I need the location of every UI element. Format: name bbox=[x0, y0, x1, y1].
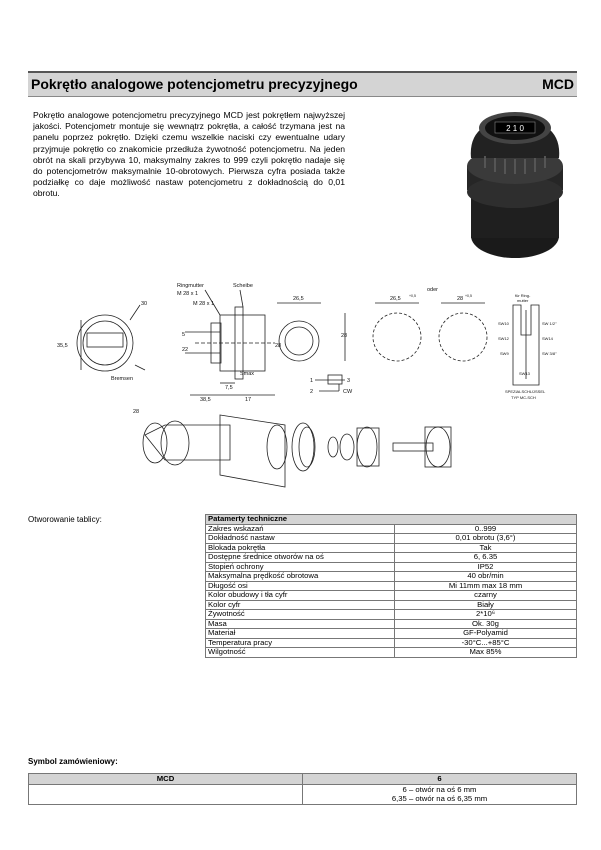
order-col-mcd: MCD bbox=[29, 774, 303, 785]
label-smax: Smax bbox=[240, 371, 255, 377]
label-sw14: SW14 bbox=[542, 336, 553, 341]
spec-value: czarny bbox=[395, 591, 577, 601]
label-tol1: +0,5 bbox=[409, 294, 416, 298]
order-table bbox=[28, 773, 577, 805]
spec-row bbox=[206, 648, 577, 658]
label-d5: 5 bbox=[182, 332, 186, 338]
spec-row bbox=[206, 600, 577, 610]
label-sw12: SW12 bbox=[498, 336, 509, 341]
spec-param: Dokładność nastaw bbox=[206, 534, 395, 544]
spec-param: Kolor obudowy i tła cyfr bbox=[206, 591, 395, 601]
spec-value: 2*10⁶ bbox=[395, 610, 577, 620]
label-d28a: 28 bbox=[457, 296, 464, 302]
label-d28-bottom: 28 bbox=[133, 409, 140, 415]
spec-row bbox=[206, 619, 577, 629]
label-n1: 1 bbox=[310, 378, 314, 384]
spec-param: Dostępne średnice otworów na oś bbox=[206, 553, 395, 563]
intro-text: Pokrętło analogowe potencjometru precyzyjnego MCD jest pokrętłem najwyższej jakości. Potencjometr montuje się wewnątrz pokrętła, a całość trzymana jest na panelu poprzez pokrętło. Dzięki czemu wszelkie naciski czy ewentualne udary przyjmuje pokrętło co znakomicie przedłuża żywotność potencjometru. Na jeden obrót na skali przybywa 10, maksymalny zakres to 999 czyli pokrętło nadaje się do potencjometrów maksymalnie 10-obrotowych. Pierwsza cyfra posiada także podziałkę co daje możliwość nastaw potencjometru z dokładnością do 0,01 obrotu. bbox=[33, 110, 345, 199]
label-d28c: 28 bbox=[275, 343, 282, 349]
label-bremsen: Bremsen bbox=[111, 376, 134, 382]
spec-param: Blokada pokrętła bbox=[206, 543, 395, 553]
label-typ: TYP MC-SCH bbox=[511, 395, 536, 400]
spec-value: 0..999 bbox=[395, 524, 577, 534]
panel-cutout-label: Otworowanie tablicy: bbox=[28, 515, 102, 524]
spec-table bbox=[205, 514, 577, 658]
spec-value: Biały bbox=[395, 600, 577, 610]
spec-value: Max 85% bbox=[395, 648, 577, 658]
order-header-row bbox=[29, 774, 577, 785]
spec-value: 6, 6.35 bbox=[395, 553, 577, 563]
spec-param: Temperatura pracy bbox=[206, 638, 395, 648]
label-sw10: SW10 bbox=[498, 321, 509, 326]
spec-param: Maksymalna prędkość obrotowa bbox=[206, 572, 395, 582]
label-d22: 22 bbox=[182, 347, 189, 353]
order-option-6-35: 6,35 – otwór na oś 6,35 mm bbox=[391, 794, 488, 803]
label-d26-5b: 26,5 bbox=[390, 296, 401, 302]
label-ringmutter: Ringmutter bbox=[177, 283, 204, 289]
label-fur-ring: für Ring- bbox=[515, 293, 531, 298]
spec-row bbox=[206, 610, 577, 620]
label-m28x1-b: M 28 x 1 bbox=[193, 301, 215, 307]
page-title: Pokrętło analogowe potencjometru precyzyjnego bbox=[31, 76, 358, 92]
photo-counter: 2 1 0 bbox=[506, 124, 524, 133]
spec-value: 40 obr/min bbox=[395, 572, 577, 582]
order-option-6: 6 – otwór na oś 6 mm bbox=[402, 784, 477, 794]
technical-drawing bbox=[45, 275, 580, 490]
label-mutter: mutter bbox=[517, 298, 529, 303]
order-col-6: 6 bbox=[303, 774, 577, 785]
spec-value: IP52 bbox=[395, 562, 577, 572]
spec-value: Mi 11mm max 18 mm bbox=[395, 581, 577, 591]
spec-row bbox=[206, 638, 577, 648]
spec-value: Ok. 30g bbox=[395, 619, 577, 629]
spec-param: Zakres wskazań bbox=[206, 524, 395, 534]
label-cw: CW bbox=[343, 389, 353, 395]
spec-value: 0,01 obrotu (3,6°) bbox=[395, 534, 577, 544]
label-sw9: SW9 bbox=[500, 351, 509, 356]
spec-param: Żywotność bbox=[206, 610, 395, 620]
label-n2: 2 bbox=[310, 389, 314, 395]
product-photo bbox=[455, 96, 575, 266]
label-d28b: 28 bbox=[341, 333, 348, 339]
spec-param: Materiał bbox=[206, 629, 395, 639]
label-oder: oder bbox=[427, 287, 439, 293]
spec-param: Długość osi bbox=[206, 581, 395, 591]
label-sw13: SW13 bbox=[519, 371, 530, 376]
order-options-row bbox=[29, 784, 577, 804]
label-m28x1-a: M 28 x 1 bbox=[177, 291, 199, 297]
page-header bbox=[28, 71, 577, 97]
spec-title: Patamerty techniczne bbox=[206, 515, 577, 525]
spec-row bbox=[206, 591, 577, 601]
label-sw38: SW 3/8" bbox=[542, 351, 557, 356]
spec-value: GF-Polyamid bbox=[395, 629, 577, 639]
order-options-cell bbox=[303, 784, 577, 804]
spec-value: Tak bbox=[395, 543, 577, 553]
label-d35-5: 35,5 bbox=[57, 343, 68, 349]
label-d7-5: 7,5 bbox=[225, 385, 233, 391]
spec-row bbox=[206, 534, 577, 544]
label-sw12b: SW 1/2" bbox=[542, 321, 557, 326]
label-d38-5: 38,5 bbox=[200, 397, 211, 403]
spec-param: Kolor cyfr bbox=[206, 600, 395, 610]
label-n3: 3 bbox=[347, 378, 351, 384]
label-spez: SPEZIALSCHLÜSSEL bbox=[505, 389, 546, 394]
label-scheibe: Scheibe bbox=[233, 283, 253, 289]
label-d17: 17 bbox=[245, 397, 252, 403]
order-empty-cell bbox=[29, 784, 303, 804]
order-symbol-label: Symbol zamówieniowy: bbox=[28, 757, 118, 766]
spec-value: -30°C...+85°C bbox=[395, 638, 577, 648]
spec-header-row bbox=[206, 515, 577, 525]
label-d30: 30 bbox=[141, 301, 148, 307]
label-tol2: +0,5 bbox=[465, 294, 472, 298]
spec-param: Masa bbox=[206, 619, 395, 629]
label-d26-5: 26,5 bbox=[293, 296, 304, 302]
spec-row bbox=[206, 629, 577, 639]
spec-param: Stopień ochrony bbox=[206, 562, 395, 572]
spec-row bbox=[206, 572, 577, 582]
product-code: MCD bbox=[542, 76, 574, 92]
spec-row bbox=[206, 553, 577, 563]
spec-param: Wilgotność bbox=[206, 648, 395, 658]
